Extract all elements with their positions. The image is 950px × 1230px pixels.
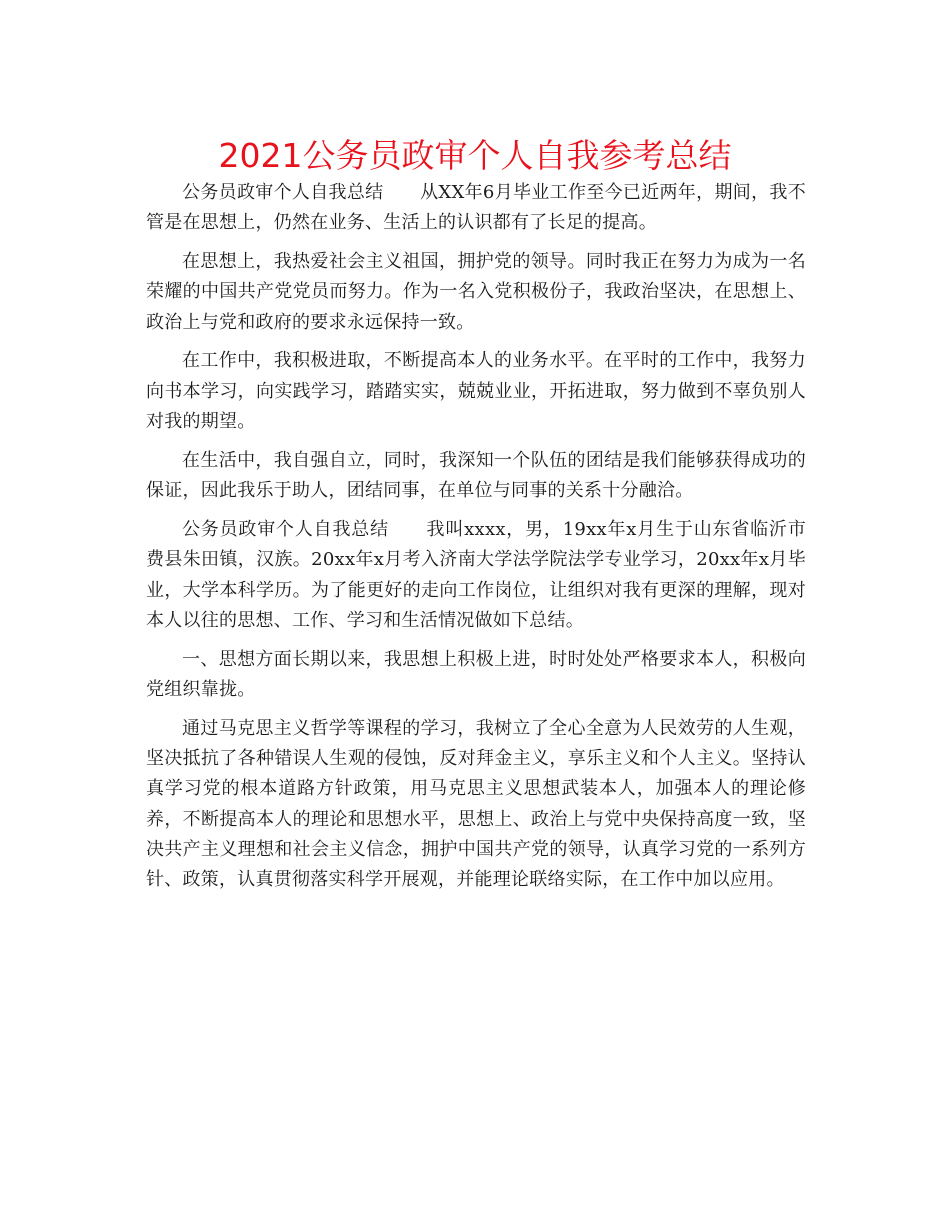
- paragraph-7: 通过马克思主义哲学等课程的学习，我树立了全心全意为人民效劳的人生观，坚决抵抗了各种错误人生观的侵蚀，反对拜金主义，享乐主义和个人主义。坚持认真学习党的根本道路方针政策，用马克思主义思想武装本人，加强本人的理论修养，不断提高本人的理论和思想水平，思想上、政治上与党中央保持高度一致，坚决共产主义理想和社会主义信念，拥护中国共产党的领导，认真学习党的一系列方针、政策，认真贯彻落实科学开展观，并能理论联络实际，在工作中加以应用。: [146, 717, 806, 891]
- paragraph-4: 在生活中，我自强自立，同时，我深知一个队伍的团结是我们能够获得成功的保证，因此我乐于助人，团结同事，在单位与同事的关系十分融洽。: [146, 449, 806, 502]
- paragraph-2: 在思想上，我热爱社会主义祖国，拥护党的领导。同时我正在努力为成为一名荣耀的中国共产党党员而努力。作为一名入党积极份子，我政治坚决，在思想上、政治上与党和政府的要求永远保持一致。: [146, 251, 806, 333]
- document-body: [146, 178, 806, 904]
- paragraph-6: 一、思想方面长期以来，我思想上积极上进，时时处处严格要求本人，积极向党组织靠拢。: [146, 648, 806, 700]
- paragraph-1: 公务员政审个人自我总结 从XX年6月毕业工作至今已近两年，期间，我不管是在思想上，仍然在业务、生活上的认识都有了长足的提高。: [146, 182, 806, 234]
- paragraph-3: 在工作中，我积极进取，不断提高本人的业务水平。在平时的工作中，我努力向书本学习，向实践学习，踏踏实实，兢兢业业，开拓进取，努力做到不辜负别人对我的期望。: [146, 350, 806, 433]
- paragraph-5: 公务员政审个人自我总结 我叫xxxx，男，19xx年x月生于山东省临沂市费县朱田镇，汉族。20xx年x月考入济南大学法学院法学专业学习，20xx年x月毕业，大学本科学历。为了能更好的走向工作岗位，让组织对我有更深的理解，现对本人以往的思想、工作、学习和生活情况做如下总结。: [146, 518, 806, 631]
- document-title: 2021公务员政审个人自我参考总结: [218, 136, 732, 175]
